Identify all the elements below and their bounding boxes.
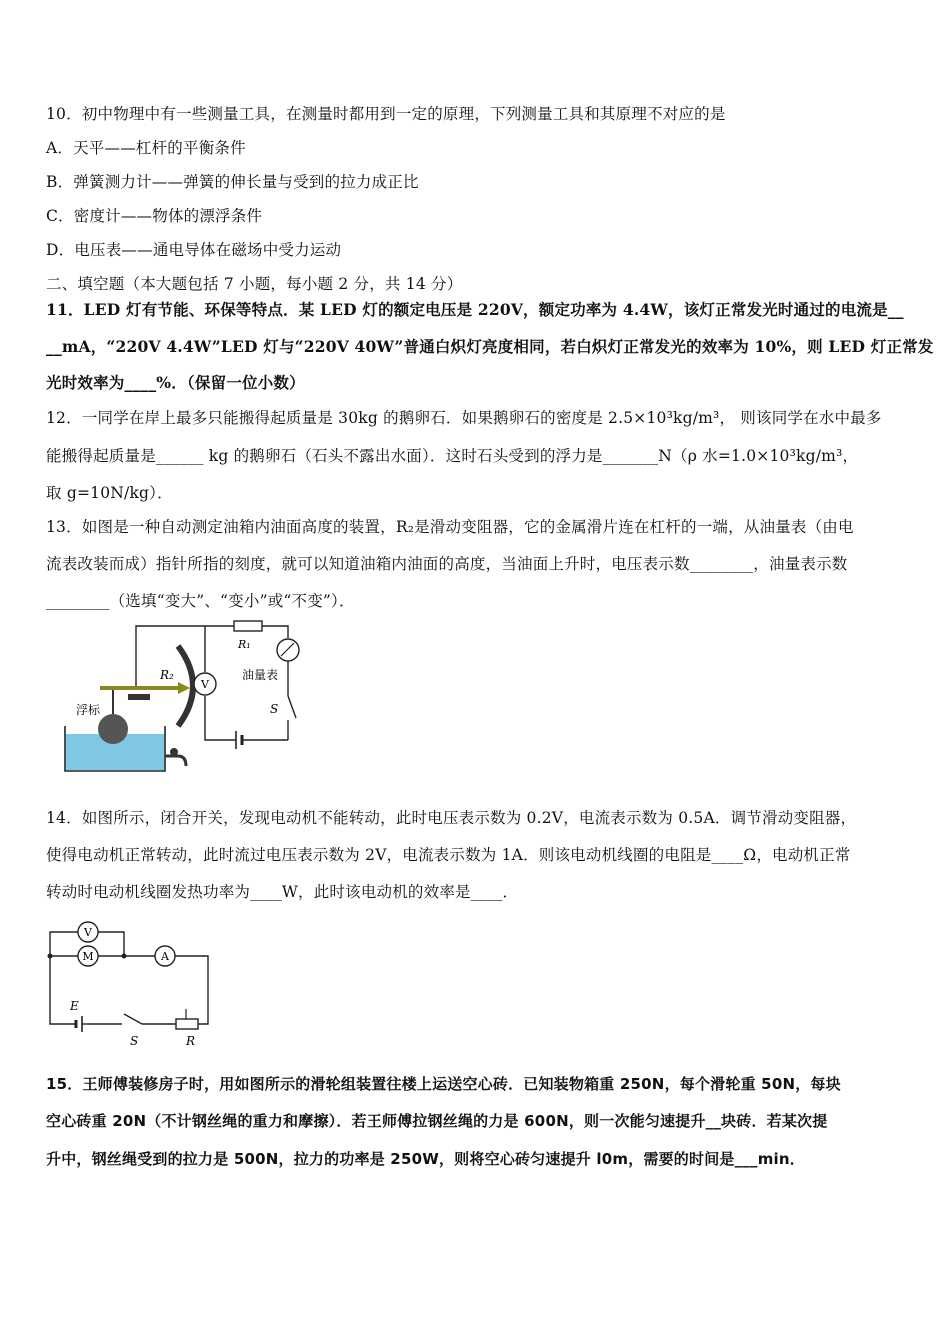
label-r2: R₂: [160, 668, 174, 682]
voltmeter-left-wire: [50, 932, 78, 956]
voltmeter-bottom-wire: [205, 696, 235, 740]
q12-line-2: 能搬得起质量是______ kg 的鹅卵石（石头不露出水面）．这时石头受到的浮力是_______N（ρ 水=1.0×10³kg/m³，: [46, 447, 859, 465]
q15-line-2: 空心砖重 20N（不计钢丝绳的重力和摩擦）．若王师傅拉钢丝绳的力是 600N，则一次能匀速提升__块砖．若某次提: [46, 1112, 828, 1130]
q11-line-3: 光时效率为____%．（保留一位小数）: [46, 373, 305, 392]
label-s: S: [270, 702, 279, 716]
q10-option-d: D．电压表——通电导体在磁场中受力运动: [46, 241, 342, 259]
r1-resistor: [234, 621, 262, 631]
q11-line-1: 11．LED 灯有节能、环保等特点．某 LED 灯的额定电压是 220V，额定功率为 4.4W，该灯正常发光时通过的电流是__: [46, 300, 904, 319]
label-s: S: [130, 1034, 139, 1048]
label-float: 浮标: [76, 703, 101, 717]
motor-circuit-figure: [40, 912, 220, 1052]
float-ball: [98, 714, 128, 744]
label-v: V: [201, 678, 209, 691]
q15-line-3: 升中，钢丝绳受到的拉力是 500N，拉力的功率是 250W，则将空心砖匀速提升 l0m，需要的时间是___min．: [46, 1150, 805, 1168]
q13-line-3: ________（选填“变大”、“变小”或“不变”）．: [46, 592, 355, 610]
q12-line-1: 12．一同学在岸上最多只能搬得起质量是 30kg 的鹅卵石．如果鹅卵石的密度是 2.5×10³kg/m³， 则该同学在水中最多: [46, 409, 882, 427]
switch-s: [124, 1014, 142, 1024]
drain-valve: [170, 748, 178, 756]
q10-option-a: A．天平——杠杆的平衡条件: [46, 139, 246, 157]
q14-line-3: 转动时电动机线圈发热功率为____W，此时该电动机的效率是____．: [46, 883, 519, 901]
section-heading: 二、填空题（本大题包括 7 小题，每小题 2 分，共 14 分）: [46, 275, 463, 293]
rheostat: [176, 1019, 198, 1029]
lever-arrow-head: [178, 682, 190, 694]
label-oil-gauge: 油量表: [242, 668, 279, 682]
oil-gauge-figure: [60, 616, 310, 776]
label-r: R: [186, 1034, 196, 1048]
q11-line-2: __mA，“220V 4.4W”LED 灯与“220V 40W”普通白炽灯亮度相同，若白炽灯正常发光的效率为 10%，则 LED 灯正常发: [46, 337, 934, 356]
right-wire: [175, 956, 208, 1024]
q13-line-1: 13．如图是一种自动测定油箱内油面高度的装置，R₂是滑动变阻器，它的金属滑片连在杠杆的一端，从油量表（由电: [46, 518, 854, 536]
q15-line-1: 15．王师傅装修房子时，用如图所示的滑轮组装置往楼上运送空心砖．已知装物箱重 250N，每个滑轮重 50N，每块: [46, 1075, 841, 1093]
drain-pipe: [165, 756, 186, 766]
q13-line-2: 流表改装而成）指针所指的刻度，就可以知道油箱内油面的高度，当油面上升时，电压表示数________，油量表示数: [46, 555, 848, 573]
lever-pivot: [128, 694, 150, 700]
q10-option-b: B．弹簧测力计——弹簧的伸长量与受到的拉力成正比: [46, 173, 419, 191]
label-a: A: [161, 950, 169, 963]
q10-stem: 10．初中物理中有一些测量工具，在测量时都用到一定的原理，下列测量工具和其原理不对应的是: [46, 105, 726, 123]
q14-line-2: 使得电动机正常转动，此时流过电压表示数为 2V，电流表示数为 1A．则该电动机线圈的电阻是____Ω，电动机正常: [46, 846, 851, 864]
left-wire: [50, 956, 76, 1024]
oil-gauge-icon: [277, 639, 299, 661]
label-v: V: [84, 926, 92, 939]
q12-line-3: 取 g=10N/kg）．: [46, 484, 173, 502]
label-e: E: [70, 999, 79, 1013]
junction-right: [122, 954, 127, 959]
label-m: M: [82, 950, 94, 963]
voltmeter-right-wire: [98, 932, 124, 956]
motor-circuit-diagram: [40, 912, 220, 1052]
oil-gauge-diagram: [60, 616, 310, 776]
label-r1: R₁: [238, 638, 251, 651]
q14-line-1: 14．如图所示，闭合开关，发现电动机不能转动，此时电压表示数为 0.2V，电流表示数为 0.5A．调节滑动变阻器，: [46, 809, 857, 827]
q10-option-c: C．密度计——物体的漂浮条件: [46, 207, 263, 225]
switch-s: [288, 696, 296, 718]
